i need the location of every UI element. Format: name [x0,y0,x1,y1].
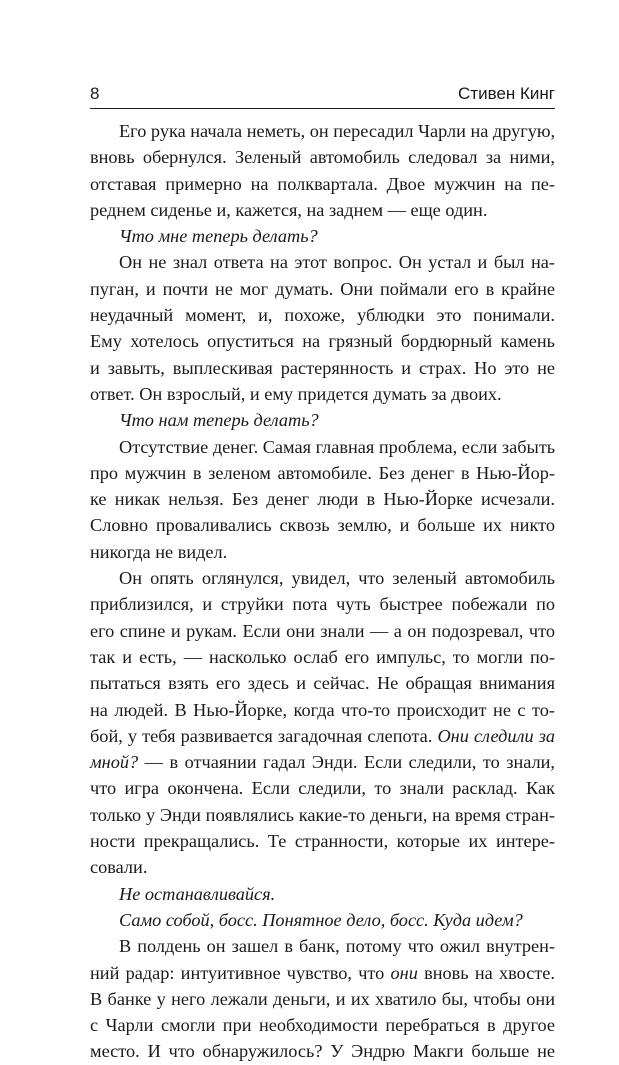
text-line: Отсутствие денег. Самая главная проблема, если забыть [119,436,556,457]
text-line: его спине и рукам. Если они знали — а он подозревал, что [90,620,555,641]
text-line: Он опять оглянулся, увидел, что зеленый автомобиль [119,568,555,589]
text-segment: они [390,962,418,983]
page-header [90,82,555,110]
text-line: отставая примерно на полквартала. Двое мужчин на пе- [90,173,555,194]
text-line: пытаться взять его здесь и сейчас. Не обращая внимания [90,673,555,694]
text-segment: бой, у тебя развивается загадочная слепота. [90,725,438,746]
text-line [90,960,555,986]
text-line: никогда не видел. [90,541,228,562]
text-line: совали. [90,857,148,878]
text-line: реднем сиденье и, кажется, на заднем — еще один. [90,199,488,220]
text-line: Не останавливайся. [119,883,276,904]
text-line [90,723,555,749]
text-line: приблизился, и струйки пота чуть быстрее побежали по [90,594,555,615]
text-line [90,749,555,775]
text-line: ке никак нельзя. Без денег люди в Нью-Йорке исчезали. [90,489,555,510]
text-line: В банке у него лежали деньги, и их хватило бы, чтобы они [90,988,555,1009]
text-line: Что мне теперь делать? [119,226,318,247]
text-segment: — в отчаянии гадал Энди. Если следили, то знали, [138,752,555,773]
text-segment: ний радар: интуитивное чувство, что [90,962,391,983]
text-line: Ему хотелось опуститься на грязный бордюрный камень [90,331,555,352]
text-line: Что нам теперь делать? [119,410,319,431]
text-line: на людей. В Нью-Йорке, когда что-то происходит не с то- [90,699,555,720]
text-line: место. И что обнаружилось? У Эндрю Макги больше не [90,1041,555,1062]
text-segment: мной? [90,752,139,773]
text-line: так и есть, — насколько ослаб его импульс, то могли по- [90,646,555,667]
text-line: Само собой, босс. Понятное дело, босс. Куда идем? [119,909,523,930]
text-segment: вновь на хвосте. [417,962,555,983]
text-line: ответ. Он взрослый, и ему придется думать за двоих. [90,383,502,404]
body-text [90,118,555,1065]
text-line: Он не знал ответа на этот вопрос. Он устал и был на- [119,252,555,273]
text-line: вновь обернулся. Зеленый автомобиль следовал за ними, [90,147,555,168]
text-line: В полдень он зашел в банк, потому что ожил внутрен- [119,936,555,957]
text-line: Словно проваливались сквозь землю, и больше их никто [90,515,555,536]
text-line: Его рука начала неметь, он пересадил Чарли на другую, [119,121,556,141]
text-line: ности прекращались. Те странности, которые их интере- [90,831,555,852]
text-line: и завыть, выплескивая растерянность и страх. Но это не [90,357,555,378]
text-line: только у Энди появлялись какие-то деньги, на время стран- [90,804,555,825]
page-number: 8 [90,84,100,103]
text-segment: Они следили за [437,725,556,746]
running-title: Стивен Кинг [458,84,555,103]
text-line: неудачный момент, и, похоже, ублюдки это понимали. [90,305,555,326]
header-rule [90,108,555,109]
text-line: что игра окончена. Если следили, то знали расклад. Как [90,778,555,799]
text-line: с Чарли смогли при необходимости перебраться в другое [90,1015,555,1036]
text-line: про мужчин в зеленом автомобиле. Без денег в Нью-Йор- [90,462,555,483]
text-line: пуган, и почти не мог думать. Они поймали его в крайне [90,278,555,299]
